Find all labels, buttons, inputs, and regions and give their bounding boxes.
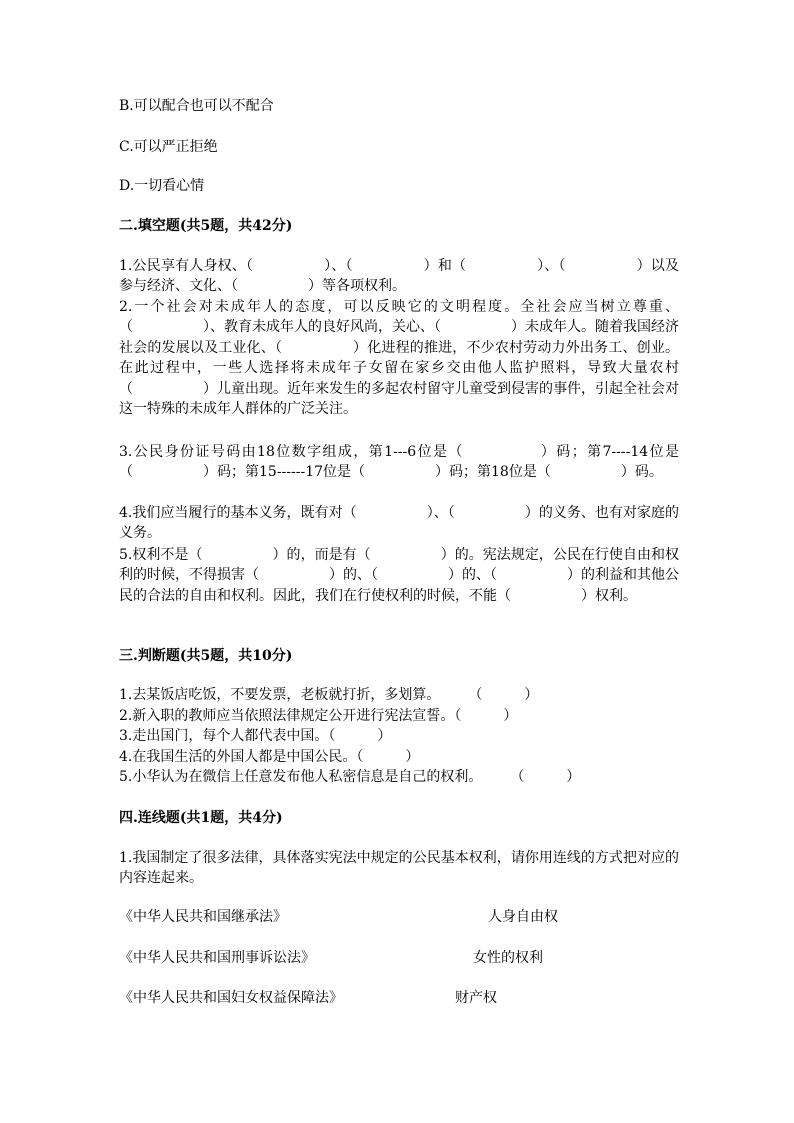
match-right-3: 财产权 (455, 990, 497, 1006)
option-c: C.可以严正拒绝 (119, 139, 218, 155)
option-b: B.可以配合也可以不配合 (119, 98, 274, 114)
judge-item-5: 5.小华认为在微信上任意发布他人私密信息是自己的权利。 （ ） (119, 769, 581, 785)
section-2-title: 二.填空题(共5题，共42分) (119, 218, 293, 234)
match-left-3: 《中华人民共和国妇女权益保障法》 (119, 990, 343, 1006)
fill-item-5: 5.权利不是（ ）的，而是有（ ）的。宪法规定，公民在行使自由和权利的时候，不得损害（ ）的、（ ）的、（ ）的利益和其他公民的合法的自由和权利。因此，我们在行使权利的时候，不能（ ）权利。 (119, 547, 679, 604)
judge-item-4: 4.在我国生活的外国人都是中国公民。（ ） (119, 749, 420, 765)
judge-item-2: 2.新入职的教师应当依照法律规定公开进行宪法宣誓。（ ） (119, 708, 518, 724)
match-question: 1.我国制定了很多法律，具体落实宪法中规定的公民基本权利，请你用连线的方式把对应的内容连起来。 (119, 850, 679, 887)
judge-item-3: 3.走出国门，每个人都代表中国。（ ） (119, 728, 392, 744)
match-left-2: 《中华人民共和国刑事诉讼法》 (119, 950, 315, 966)
fill-item-1: 1.公民享有人身权、（ ）、（ ）和（ ）、（ ）以及参与经济、文化、（ ）等各项权利。 (119, 258, 679, 295)
section-4-title: 四.连线题(共1题，共4分) (119, 810, 283, 826)
match-left-1: 《中华人民共和国继承法》 (119, 909, 287, 925)
judge-item-1: 1.去某饭店吃饭，不要发票，老板就打折，多划算。 （ ） (119, 687, 539, 703)
option-d: D.一切看心情 (119, 178, 205, 194)
section-3-title: 三.判断题(共5题，共10分) (119, 648, 293, 664)
match-right-1: 人身自由权 (488, 909, 558, 925)
fill-item-3: 3.公民身份证号码由18位数字组成，第1---6位是（ ）码；第7----14位是（ ）码；第15------17位是（ ）码；第18位是（ ）码。 (119, 444, 679, 481)
fill-item-2: 2.一个社会对未成年人的态度，可以反映它的文明程度。全社会应当树立尊重、（ ）、教育未成年人的良好风尚，关心、（ ）未成年人。随着我国经济社会的发展以及工业化、（ ）化进程的推进，不少农村劳动力外出务工、创业。在此过程中，一些人选择将未成年子女留在家乡交由他人监护照料，导致大量农村（ ）儿童出现。近年来发生的多起农村留守儿童受到侵害的事件，引起全社会对这一特殊的未成年人群体的广泛关注。 (119, 299, 679, 418)
fill-item-4: 4.我们应当履行的基本义务，既有对（ ）、（ ）的义务、也有对家庭的义务。 (119, 505, 679, 542)
match-right-2: 女性的权利 (473, 950, 543, 966)
